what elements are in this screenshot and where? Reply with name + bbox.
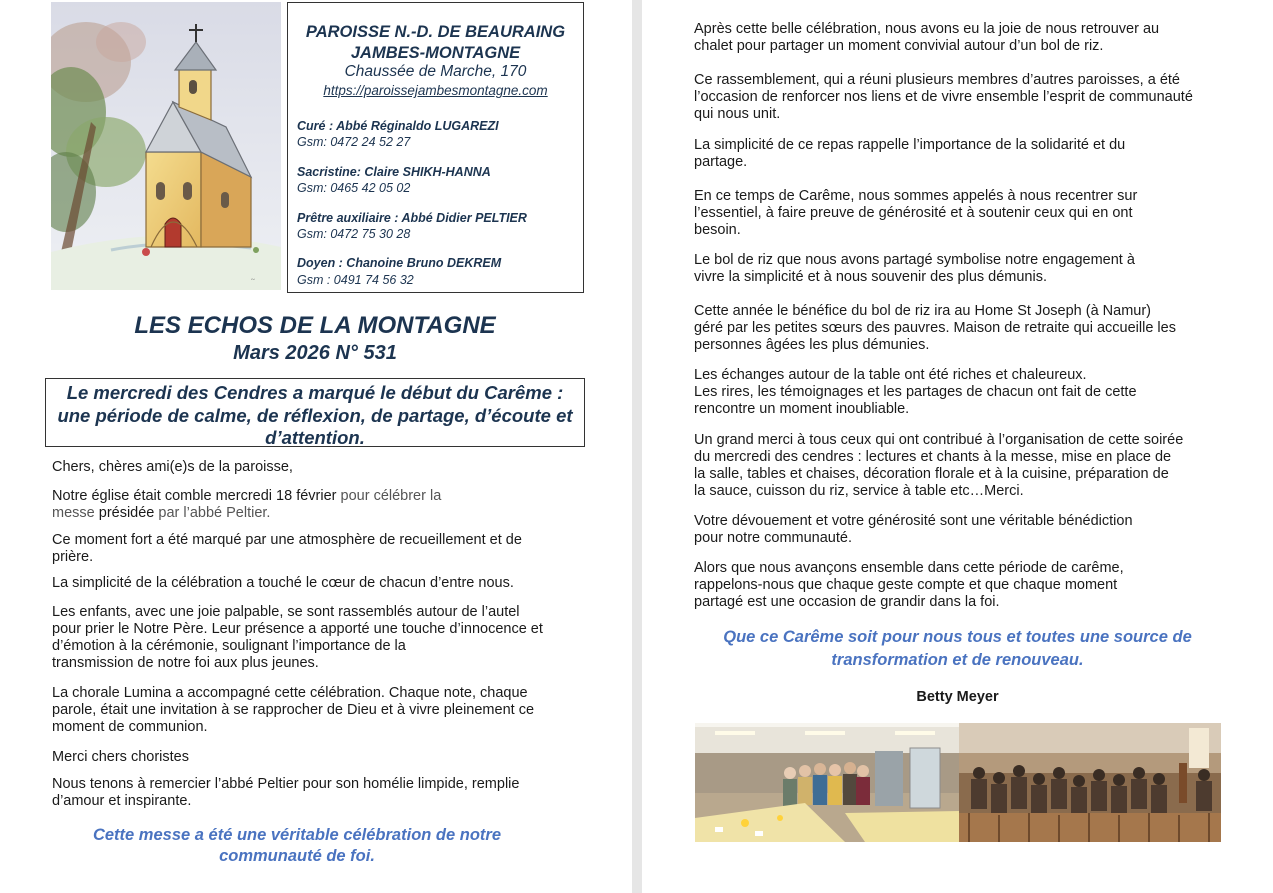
- right-paragraph-10: Alors que nous avançons ensemble dans cette période de carême, rappelons-nous que chaque geste compte et que chaque moment partagé est une occasion de grandir dans la foi.: [694, 560, 1124, 610]
- right-paragraph-1: Après cette belle célébration, nous avons eu la joie de nous retrouver au chalet pour partager un moment convivial autour d’un bol de riz.: [694, 21, 1160, 54]
- paragraph-4-line-1: Les enfants, avec une joie palpable, se sont rassemblés autour de l’autel: [52, 604, 520, 620]
- paragraph-1-part-b: pour célébrer la: [340, 488, 442, 504]
- paragraph-4: [52, 604, 567, 672]
- paragraph-1-part-e: par l’abbé Peltier.: [158, 505, 271, 521]
- paragraph-4-line-3: d’émotion à la cérémonie, soulignant l’importance de la: [52, 638, 406, 654]
- right-paragraph-9: Votre dévouement et votre générosité sont une véritable bénédiction pour notre communauté.: [694, 513, 1133, 546]
- right-paragraph-7-line-1: Les échanges autour de la table ont été riches et chaleureux.: [694, 367, 1087, 383]
- parish-address: Chaussée de Marche, 170: [344, 63, 527, 80]
- contact-phone-sacristine: Gsm: 0465 42 05 02: [297, 181, 411, 195]
- contact-role-doyen: Doyen : Chanoine Bruno DEKREM: [297, 256, 502, 270]
- contact-phone-doyen: Gsm : 0491 74 56 32: [297, 273, 414, 287]
- right-paragraph-7-line-2: Les rires, les témoignages et les partages de chacun ont fait de cette rencontre un moment inoubliable.: [694, 384, 1137, 417]
- parish-name-line1: PAROISSE N.-D. DE BEAURAING: [305, 23, 566, 41]
- page-right: [642, 0, 1273, 893]
- parish-name-line2: JAMBES-MONTAGNE: [350, 44, 521, 62]
- paragraph-1-part-a: Notre église était comble mercredi 18 février: [52, 488, 341, 504]
- right-paragraph-2: Ce rassemblement, qui a réuni plusieurs membres d’autres paroisses, a été l’occasion de renforcer nos liens et de vivre ensemble l’esprit de communauté qui nous unit.: [694, 72, 1193, 122]
- right-paragraph-3: La simplicité de ce repas rappelle l’importance de la solidarité et du partage.: [694, 137, 1126, 170]
- greeting: Chers, chères ami(e)s de la paroisse,: [52, 459, 293, 475]
- contact-role-cure: Curé : Abbé Réginaldo LUGAREZI: [297, 119, 499, 133]
- paragraph-3: La simplicité de la célébration a touché le cœur de chacun d’entre nous.: [52, 575, 514, 591]
- church-mass-photo: [959, 723, 1221, 842]
- page-left: [0, 0, 632, 893]
- contact-role-sacristine: Sacristine: Claire SHIKH-HANNA: [297, 165, 491, 179]
- paragraph-5: La chorale Lumina a accompagné cette célébration. Chaque note, chaque parole, était une invitation à se rapprocher de Dieu et à vivre pleinement ce moment de communion.: [52, 685, 535, 735]
- paragraph-1-part-c: messe: [52, 505, 99, 521]
- paragraph-1: [52, 488, 567, 522]
- paragraph-7: Nous tenons à remercier l’abbé Peltier pour son homélie limpide, remplie d’amour et inspirante.: [52, 776, 520, 809]
- paragraph-2: Ce moment fort a été marqué par une atmosphère de recueillement et de prière.: [52, 532, 522, 565]
- contact-phone-cure: Gsm: 0472 24 52 27: [297, 135, 411, 149]
- paragraph-4-line-2: pour prier le Notre Père. Leur présence a apporté une touche d’innocence et: [52, 621, 543, 637]
- intro-box: Le mercredi des Cendres a marqué le début du Carême : une période de calme, de réflexion, de partage, d’écoute et d’attention.: [45, 378, 585, 447]
- closing-quote-left: Cette messe a été une véritable célébration de notre communauté de foi.: [92, 826, 502, 865]
- church-watercolor-image: [51, 2, 281, 290]
- community-hall-photo: [695, 723, 959, 842]
- paragraph-1-part-d: présidée: [98, 505, 159, 521]
- bulletin-issue: Mars 2026 N° 531: [233, 342, 397, 364]
- right-paragraph-6: Cette année le bénéfice du bol de riz ira au Home St Joseph (à Namur) géré par les petites sœurs des pauvres. Maison de retraite qui accueille les personnes âgées les plus démunies.: [694, 303, 1176, 353]
- right-paragraph-7: [694, 367, 1164, 418]
- artist-signature: ~: [251, 276, 255, 284]
- author-signature: Betty Meyer: [916, 689, 999, 705]
- right-paragraph-5: Le bol de riz que nous avons partagé symbolise notre engagement à vivre la simplicité et à nous souvenir des plus démunis.: [694, 252, 1135, 285]
- contact-role-pretre: Prêtre auxiliaire : Abbé Didier PELTIER: [297, 211, 527, 225]
- contact-phone-pretre: Gsm: 0472 75 30 28: [297, 227, 411, 241]
- paragraph-6: Merci chers choristes: [52, 749, 189, 765]
- parish-info-box: [287, 2, 584, 293]
- parish-website-link[interactable]: https://paroissejambesmontagne.com: [323, 83, 548, 98]
- paragraph-4-line-4: transmission de notre foi aux plus jeunes.: [52, 655, 319, 671]
- bulletin-title: LES ECHOS DE LA MONTAGNE: [134, 312, 496, 339]
- right-paragraph-4: En ce temps de Carême, nous sommes appelés à nous recentrer sur l’essentiel, à faire preuve de générosité et à soutenir ceux qui en ont besoin.: [694, 188, 1138, 238]
- right-paragraph-8: Un grand merci à tous ceux qui ont contribué à l’organisation de cette soirée du mercredi des cendres : lectures et chants à la messe, mise en place de la salle, tables et chaises, décoration florale et à la cuisine, préparation de la sauce, cuisson du riz, service à table etc…Merci.: [694, 432, 1184, 499]
- closing-quote-right: Que ce Carême soit pour nous tous et toutes une source de transformation et de renouveau.: [723, 628, 1192, 669]
